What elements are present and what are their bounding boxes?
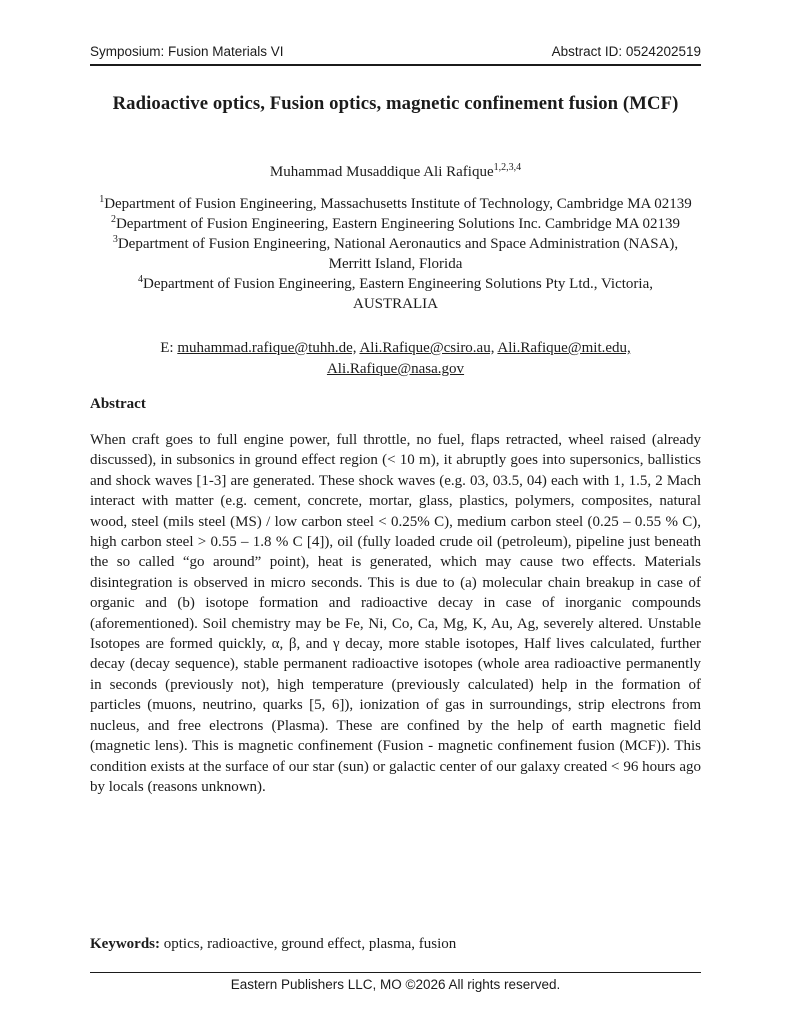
affiliation-superscript: 2 [110, 214, 116, 225]
email-link-tuhh[interactable]: muhammad.rafique@tuhh.de, [177, 340, 357, 356]
affiliation-line-2 [90, 214, 701, 234]
affiliation-text: Department of Fusion Engineering, Eastern Engineering Solutions Inc. Cambridge MA 02139 [115, 216, 681, 232]
email-prefix: E: [160, 340, 174, 356]
affiliation-line-4 [90, 274, 701, 294]
affiliation-superscript: 3 [112, 234, 118, 245]
footer-divider [90, 972, 701, 973]
affiliation-line-1 [90, 194, 701, 214]
author-line [90, 164, 701, 181]
email-link-mit[interactable]: Ali.Rafique@mit.edu, [497, 340, 631, 356]
header-right-text: Abstract ID: 0524202519 [551, 44, 701, 59]
affiliation-superscript: 1 [99, 194, 105, 205]
affiliation-line-3 [90, 234, 701, 254]
page-title: Radioactive optics, Fusion optics, magnetic confinement fusion (MCF) [112, 93, 679, 114]
author-name: Muhammad Musaddique Ali Rafique [269, 164, 494, 180]
keywords-line [90, 936, 701, 953]
email-link-csiro[interactable]: Ali.Rafique@csiro.au, [359, 340, 495, 356]
affiliation-text: Department of Fusion Engineering, Massachusetts Institute of Technology, Cambridge MA 02139 [104, 196, 692, 212]
keywords-text: optics, radioactive, ground effect, plasma, fusion [163, 936, 457, 953]
page-header [90, 44, 701, 66]
affiliation-line-4-cont: AUSTRALIA [353, 296, 438, 312]
footer-text: Eastern Publishers LLC, MO ©2026 All rights reserved. [230, 977, 561, 993]
email-link-nasa[interactable]: Ali.Rafique@nasa.gov [326, 361, 465, 377]
affiliation-superscript: 4 [138, 274, 143, 285]
email-line [90, 338, 701, 380]
author-superscript: 1,2,3,4 [493, 162, 522, 173]
affiliation-text: Department of Fusion Engineering, National Aeronautics and Space Administration (NASA), [117, 236, 679, 252]
keywords-label: Keywords: [90, 936, 160, 953]
affiliation-text: Department of Fusion Engineering, Eastern Engineering Solutions Pty Ltd., Victoria, [143, 276, 653, 292]
abstract-heading: Abstract [90, 396, 146, 412]
affiliation-line-3-cont: Merritt Island, Florida [328, 256, 463, 272]
affiliations-block [90, 194, 701, 314]
header-left-text: Symposium: Fusion Materials VI [90, 44, 284, 59]
abstract-paragraph: When craft goes to full engine power, full throttle, no fuel, flaps retracted, wheel raised (already discussed), in subsonics in ground effect region (< 10 m), it abruptly goes into supersonics, ballistics and shock waves [1-3] are generated. These shock waves (e.g. 03, 03.5, 04) each with 1, 1.5, 2 Mach interact with matter (e.g. cement, concrete, mortar, glass, plastics, polymers, composites, natural wood, steel (mils steel (MS) / low carbon steel < 0.25% C), medium carbon steel (0.25 – 0.55 % C), high carbon steel > 0.55 – 1.8 % C [4]), oil (fully loaded crude oil (petroleum), pipeline just beneath the so called “go around” point), heat is generated, which may cause two effects. Materials disintegration is observed in micro seconds. This is due to (a) molecular chain breakup in case of organic and (b) isotope formation and radioactive decay in case of inorganic compounds (aforementioned). Soil chemistry may be Fe, Ni, Co, Ca, Mg, K, Au, Ag, severely altered. Unstable Isotopes are formed quickly, α, β, and γ decay, more stable isotopes, Half lives calculated, further decay (decay sequence), stable permanent radioactive isotopes (whole area radioactive permanently in seconds (previously not), high temperature (previously calculated) help in the formation of particles (muons, neutrino, quarks [5, 6]), ionization of gas in surroundings, strip electrons from nucleus, and free electrons (Plasma). These are confined by the help of earth magnetic field (magnetic lens). This is magnetic confinement (Fusion - magnetic confinement fusion (MCF)). This condition exists at the surface of our star (sun) or galactic center of our galaxy created < 96 hours ago by locals (reasons unknown). [90, 432, 701, 795]
